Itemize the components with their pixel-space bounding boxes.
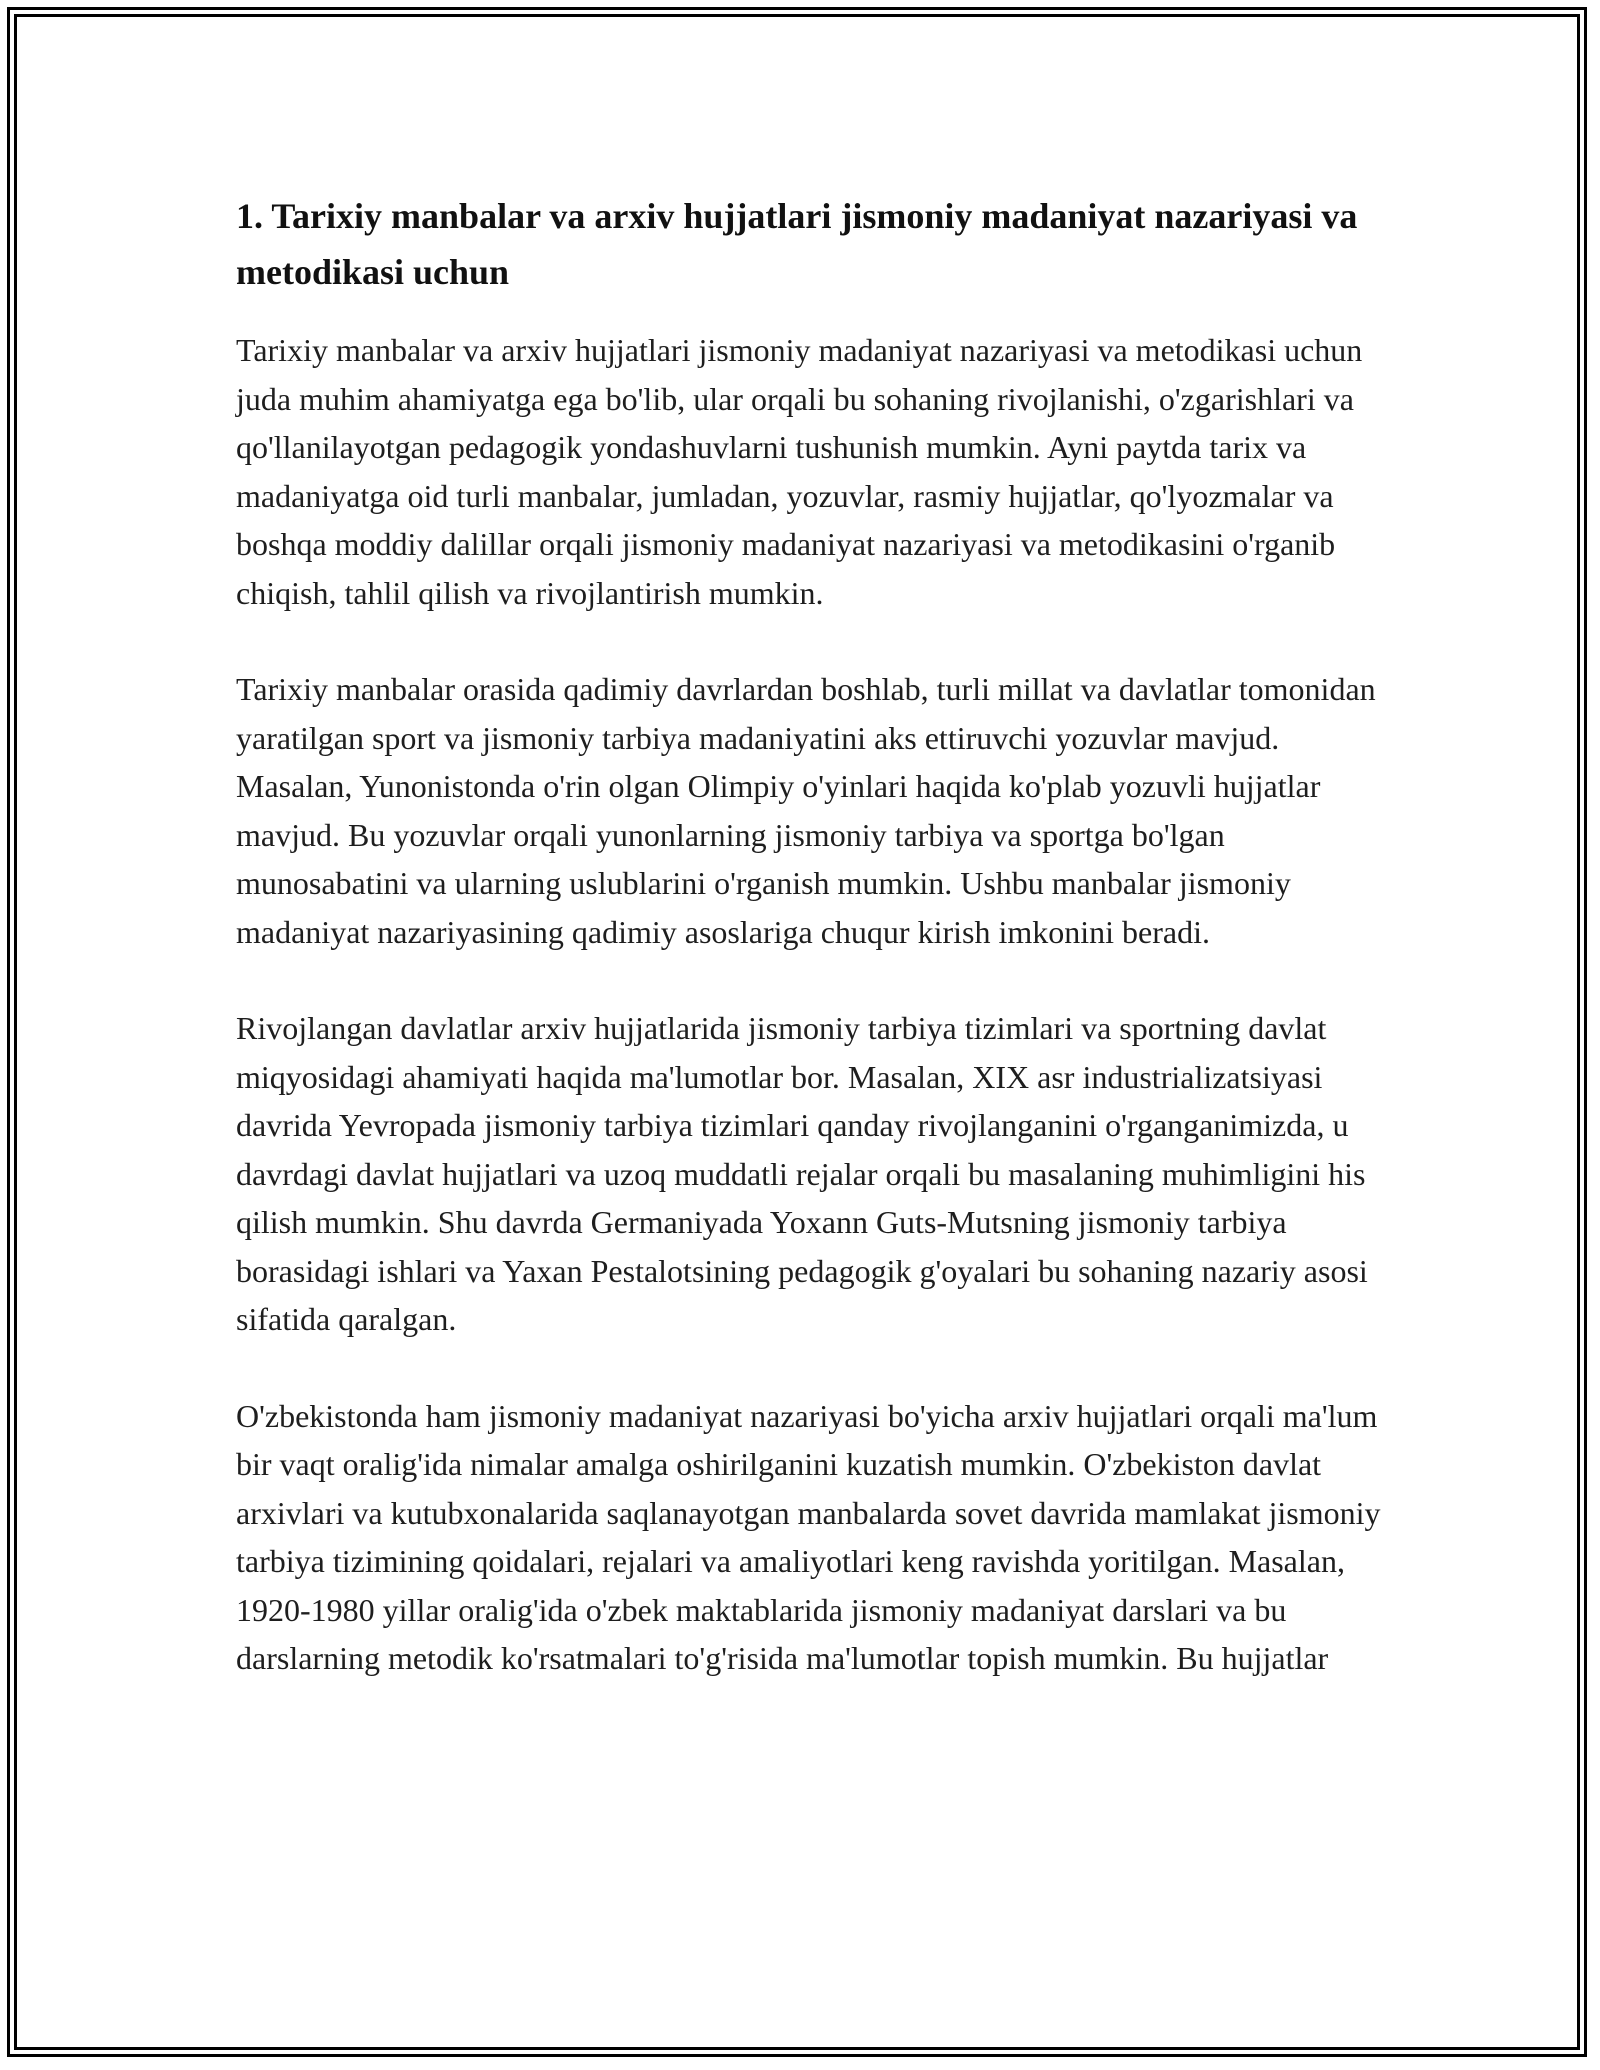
paragraph-1: Tarixiy manbalar va arxiv hujjatlari jismoniy madaniyat nazariyasi va metodikasi uchun juda muhim ahamiyatga ega bo'lib, ular orqali bu sohaning rivojlanishi, o'zgarishlari va qo'llanilayotgan pedagogik yondashuvlarni tushunish mumkin. Ayni paytda tarix va madaniyatga oid turli manbalar, jumladan, yozuvlar, rasmiy hujjatlar, qo'lyozmalar va boshqa moddiy dalillar orqali jismoniy madaniyat nazariyasi va metodikasini o'rganib chiqish, tahlil qilish va rivojlantirish mumkin. xyxy=(236,332,1363,611)
paragraph-3: Rivojlangan davlatlar arxiv hujjatlarida jismoniy tarbiya tizimlari va sportning davlat miqyosidagi ahamiyati haqida ma'lumotlar bor. Masalan, XIX asr industrializatsiyasi davrida Yevropada jismoniy tarbiya tizimlari qanday rivojlanganini o'rganganimizda, u davrdagi davlat hujjatlari va uzoq muddatli rejalar orqali bu masalaning muhimligini his qilish mumkin. Shu davrda Germaniyada Yoxann Guts-Mutsning jismoniy tarbiya borasidagi ishlari va Yaxan Pestalotsining pedagogik g'oyalari bu sohaning nazariy asosi sifatida qaralgan. xyxy=(236,1010,1368,1337)
section-heading: 1. Tarixiy manbalar va arxiv hujjatlari jismoniy madaniyat nazariyasi va metodikasi uchun xyxy=(236,196,1358,292)
document-body xyxy=(236,188,1386,1731)
paragraph-4: O'zbekistonda ham jismoniy madaniyat nazariyasi bo'yicha arxiv hujjatlari orqali ma'lum bir vaqt oralig'ida nimalar amalga oshirilganini kuzatish mumkin. O'zbekiston davlat arxivlari va kutubxonalarida saqlanayotgan manbalarda sovet davrida mamlakat jismoniy tarbiya tizimining qoidalari, rejalari va amaliyotlari keng ravishda yoritilgan. Masalan, 1920-1980 yillar oralig'ida o'zbek maktablarida jismoniy madaniyat darslari va bu darslarning metodik ko'rsatmalari to'g'risida ma'lumotlar topish mumkin. Bu hujjatlar xyxy=(236,1397,1381,1676)
paragraph-2: Tarixiy manbalar orasida qadimiy davrlardan boshlab, turli millat va davlatlar tomonidan yaratilgan sport va jismoniy tarbiya madaniyatini aks ettiruvchi yozuvlar mavjud. Masalan, Yunonistonda o'rin olgan Olimpiy o'yinlari haqida ko'plab yozuvli hujjatlar mavjud. Bu yozuvlar orqali yunonlarning jismoniy tarbiya va sportga bo'lgan munosabatini va ularning uslublarini o'rganish mumkin. Ushbu manbalar jismoniy madaniyat nazariyasining qadimiy asoslariga chuqur kirish imkonini beradi. xyxy=(236,671,1376,950)
